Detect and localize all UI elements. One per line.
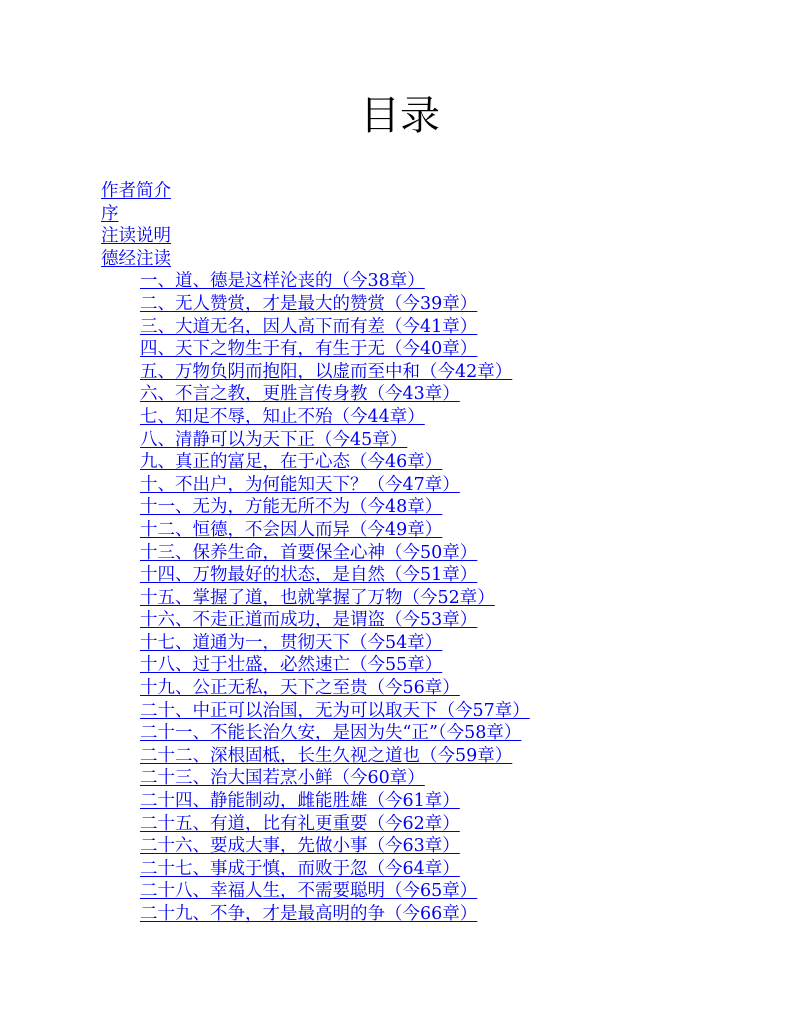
- toc-entry-author-intro: [0, 180, 800, 203]
- toc-chapter-link[interactable]: 十五、掌握了道，也就掌握了万物（今52章）: [140, 587, 495, 608]
- toc-chapter-link[interactable]: 十三、保养生命，首要保全心神（今50章）: [140, 542, 478, 563]
- toc-chapter-link[interactable]: 十四、万物最好的状态，是自然（今51章）: [140, 565, 478, 586]
- toc-chapter-item: [0, 270, 800, 293]
- toc-chapter-item: [0, 903, 800, 926]
- toc-entry-preface: [0, 203, 800, 226]
- toc-chapter-link[interactable]: 二十五、有道，比有礼更重要（今62章）: [140, 813, 460, 834]
- toc-chapter-link[interactable]: 二十三、治大国若烹小鲜（今60章）: [140, 768, 425, 789]
- toc-chapter-link[interactable]: 十九、公正无私，天下之至贵（今56章）: [140, 678, 460, 699]
- toc-chapter-item: [0, 406, 800, 429]
- toc-chapter-item: [0, 790, 800, 813]
- toc-chapter-link[interactable]: 二十四、静能制动，雌能胜雄（今61章）: [140, 791, 460, 812]
- toc-chapter-item: [0, 429, 800, 452]
- toc-chapter-link[interactable]: 一、道、德是这样沦丧的（今38章）: [140, 271, 425, 292]
- toc-chapter-item: [0, 813, 800, 836]
- toc-link[interactable]: 序: [101, 203, 119, 224]
- toc-chapter-item: [0, 316, 800, 339]
- toc-chapter-item: [0, 361, 800, 384]
- toc-chapter-item: [0, 587, 800, 610]
- toc-chapter-item: [0, 383, 800, 406]
- toc-link[interactable]: 作者简介: [101, 181, 171, 201]
- toc-link[interactable]: 注读说明: [101, 226, 171, 247]
- toc-link[interactable]: 德经注读: [101, 248, 171, 269]
- toc-entry-de-jing: [0, 248, 800, 271]
- toc-chapter-item: [0, 609, 800, 632]
- toc-chapter-item: [0, 858, 800, 881]
- toc-chapter-item: [0, 564, 800, 587]
- toc-chapter-link[interactable]: 十二、恒德，不会因人而异（今49章）: [140, 519, 443, 540]
- toc-chapter-link[interactable]: 六、不言之教，更胜言传身教（今43章）: [140, 384, 460, 405]
- page-title: 目录: [360, 93, 440, 139]
- toc-chapter-link[interactable]: 十七、道通为一，贯彻天下（今54章）: [140, 632, 443, 653]
- toc-chapter-item: [0, 519, 800, 542]
- toc-chapter-item: [0, 700, 800, 723]
- toc-chapter-item: [0, 451, 800, 474]
- toc-chapter-link[interactable]: 二十六、要成大事，先做小事（今63章）: [140, 836, 460, 857]
- toc-chapter-link[interactable]: 十八、过于壮盛，必然速亡（今55章）: [140, 655, 443, 676]
- toc-chapter-link[interactable]: 四、天下之物生于有，有生于无（今40章）: [140, 339, 478, 360]
- toc-chapter-link[interactable]: 二十一、不能长治久安，是因为失“正”（今58章）: [140, 723, 522, 744]
- toc-chapter-item: [0, 474, 800, 497]
- toc-chapter-item: [0, 293, 800, 316]
- toc-chapter-link[interactable]: 十一、无为，方能无所不为（今48章）: [140, 497, 443, 518]
- table-of-contents: [0, 180, 800, 926]
- toc-chapter-link[interactable]: 二十二、深根固柢，长生久视之道也（今59章）: [140, 745, 513, 766]
- toc-chapter-item: [0, 722, 800, 745]
- toc-chapter-link[interactable]: 八、清静可以为天下正（今45章）: [140, 429, 408, 450]
- toc-chapter-link[interactable]: 十、不出户，为何能知天下？（今47章）: [140, 474, 460, 495]
- toc-chapter-item: [0, 654, 800, 677]
- toc-chapter-link[interactable]: 二十八、幸福人生，不需要聪明（今65章）: [140, 881, 478, 902]
- toc-chapter-link[interactable]: 二十七、事成于慎，而败于忽（今64章）: [140, 858, 460, 879]
- toc-chapter-item: [0, 542, 800, 565]
- toc-chapter-item: [0, 767, 800, 790]
- toc-chapter-item: [0, 632, 800, 655]
- toc-chapter-link[interactable]: 二十、中正可以治国，无为可以取天下（今57章）: [140, 700, 530, 721]
- toc-chapter-item: [0, 745, 800, 768]
- toc-chapter-link[interactable]: 十六、不走正道而成功，是谓盗（今53章）: [140, 610, 478, 631]
- toc-chapter-item: [0, 880, 800, 903]
- toc-chapter-item: [0, 835, 800, 858]
- toc-chapter-link[interactable]: 七、知足不辱，知止不殆（今44章）: [140, 406, 425, 427]
- toc-chapter-link[interactable]: 九、真正的富足，在于心态（今46章）: [140, 452, 443, 473]
- toc-chapter-item: [0, 677, 800, 700]
- toc-chapter-link[interactable]: 二、无人赞赏，才是最大的赞赏（今39章）: [140, 293, 478, 314]
- toc-chapter-link[interactable]: 二十九、不争，才是最高明的争（今66章）: [140, 904, 478, 924]
- toc-chapter-link[interactable]: 五、万物负阴而抱阳，以虚而至中和（今42章）: [140, 361, 513, 382]
- toc-chapter-item: [0, 338, 800, 361]
- toc-chapter-link[interactable]: 三、大道无名，因人高下而有差（今41章）: [140, 316, 478, 337]
- toc-chapter-item: [0, 496, 800, 519]
- toc-entry-notes: [0, 225, 800, 248]
